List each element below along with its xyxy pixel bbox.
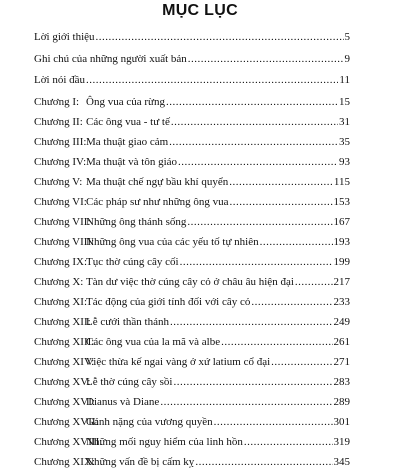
dot-leader xyxy=(295,272,333,292)
dot-leader xyxy=(86,70,338,92)
entry-page-number: 93 xyxy=(339,155,350,168)
entry-page-number: 249 xyxy=(333,315,350,328)
toc-entry-chapter[interactable] xyxy=(34,332,350,352)
dot-leader xyxy=(171,112,338,132)
entry-label: Gánh nặng của vương quyền xyxy=(86,415,213,428)
entry-page-number: 319 xyxy=(333,435,350,448)
chapter-number: Chương V: xyxy=(34,175,83,188)
entry-label: Các ông vua - tư tế xyxy=(86,115,170,128)
toc-entry-chapter[interactable] xyxy=(34,132,350,152)
dot-leader xyxy=(187,212,332,232)
chapter-number: Chương XIV: xyxy=(34,355,95,368)
entry-label: Tục thờ cúng cây cối xyxy=(86,255,179,268)
toc-entry-front[interactable] xyxy=(34,27,350,49)
entry-page-number: 115 xyxy=(333,175,350,188)
entry-page-number: 11 xyxy=(339,74,350,86)
entry-label: Lời giới thiệu xyxy=(34,31,95,43)
dot-leader xyxy=(244,432,333,452)
entry-page-number: 271 xyxy=(333,355,350,368)
chapter-number: Chương III: xyxy=(34,135,87,148)
entry-page-number: 289 xyxy=(333,395,350,408)
entry-label: Ma thuật và tôn giáo xyxy=(86,155,178,168)
entry-label: Tàn dư việc thờ cúng cây cỏ ở châu âu hiện đại xyxy=(86,275,294,288)
dot-leader xyxy=(166,92,338,112)
entry-label: Việc thừa kế ngai vàng ở xứ latium cổ đại xyxy=(86,355,271,368)
entry-page-number: 5 xyxy=(344,31,350,43)
chapter-number: Chương XII: xyxy=(34,315,91,328)
entry-label: Ma thuật giao cảm xyxy=(86,135,169,148)
entry-page-number: 15 xyxy=(339,95,350,108)
entry-page-number: 31 xyxy=(339,115,350,128)
toc-entry-front[interactable] xyxy=(34,49,350,71)
entry-label: Lời nói đầu xyxy=(34,74,86,86)
toc-entry-chapter[interactable] xyxy=(34,92,350,112)
dot-leader xyxy=(173,372,332,392)
chapter-number: Chương XVI: xyxy=(34,395,95,408)
entry-page-number: 199 xyxy=(333,255,350,268)
dot-leader xyxy=(214,412,333,432)
entry-label: Tác động của giới tính đối với cây cỏ xyxy=(86,295,251,308)
entry-label: Các pháp sư như những ông vua xyxy=(86,195,229,208)
dot-leader xyxy=(221,332,332,352)
entry-label: Lễ thờ cúng cây sồi xyxy=(86,375,173,388)
toc-entry-chapter[interactable] xyxy=(34,232,350,252)
toc-entry-chapter[interactable] xyxy=(34,292,350,312)
entry-label: Ma thuật chế ngự bầu khí quyển xyxy=(86,175,229,188)
chapter-number: Chương X: xyxy=(34,275,84,288)
entry-label: Những ông vua của các yếu tố tự nhiên xyxy=(86,235,259,248)
entry-page-number: 9 xyxy=(344,52,350,65)
dot-leader xyxy=(178,152,338,172)
chapter-number: Chương XIX: xyxy=(34,455,95,468)
toc-entry-chapter[interactable] xyxy=(34,252,350,272)
entry-page-number: 217 xyxy=(333,275,350,288)
entry-label: Ông vua của rừng xyxy=(86,95,165,108)
chapter-list xyxy=(34,92,350,472)
toc-entry-chapter[interactable] xyxy=(34,392,350,412)
dot-leader xyxy=(229,172,333,192)
toc-entry-chapter[interactable] xyxy=(34,272,350,292)
entry-label: Những ông thánh sống xyxy=(86,215,187,228)
entry-page-number: 153 xyxy=(333,195,350,208)
entry-label: Các ông vua của la mã và albe xyxy=(86,335,221,348)
dot-leader xyxy=(230,192,333,212)
toc-entry-chapter[interactable] xyxy=(34,212,350,232)
entry-page-number: 233 xyxy=(333,295,350,308)
toc-entry-chapter[interactable] xyxy=(34,452,350,472)
entry-page-number: 35 xyxy=(339,135,350,148)
chapter-number: Chương XVII: xyxy=(34,415,99,428)
toc-entry-chapter[interactable] xyxy=(34,152,350,172)
entry-page-number: 345 xyxy=(333,455,350,468)
table-of-contents xyxy=(34,27,350,472)
chapter-number: Chương VII: xyxy=(34,215,91,228)
chapter-number: Chương VIII: xyxy=(34,235,95,248)
dot-leader xyxy=(180,252,333,272)
dot-leader xyxy=(271,352,332,372)
page-title: MỤC LỤC xyxy=(162,2,238,19)
dot-leader xyxy=(251,292,332,312)
entry-page-number: 301 xyxy=(333,415,350,428)
entry-label: Lễ cưới thần thánh xyxy=(86,315,169,328)
dot-leader xyxy=(96,27,344,49)
entry-page-number: 167 xyxy=(333,215,350,228)
chapter-number: Chương XIII: xyxy=(34,335,95,348)
dot-leader xyxy=(188,49,344,71)
toc-entry-chapter[interactable] xyxy=(34,192,350,212)
chapter-number: Chương IV: xyxy=(34,155,87,168)
toc-entry-chapter[interactable] xyxy=(34,172,350,192)
chapter-number: Chương XVIII: xyxy=(34,435,103,448)
chapter-number: Chương XV: xyxy=(34,375,91,388)
entry-label: Những mối nguy hiểm của linh hồn xyxy=(86,435,243,448)
toc-entry-chapter[interactable] xyxy=(34,412,350,432)
entry-page-number: 261 xyxy=(333,335,350,348)
toc-entry-chapter[interactable] xyxy=(34,352,350,372)
dot-leader xyxy=(195,452,332,472)
toc-entry-chapter[interactable] xyxy=(34,372,350,392)
dot-leader xyxy=(160,392,332,412)
entry-page-number: 193 xyxy=(333,235,350,248)
dot-leader xyxy=(169,132,338,152)
chapter-number: Chương XI: xyxy=(34,295,88,308)
dot-leader xyxy=(170,312,333,332)
entry-label: Những vấn đề bị cấm kỵ xyxy=(86,455,195,468)
dot-leader xyxy=(260,232,333,252)
toc-entry-chapter[interactable] xyxy=(34,432,350,452)
toc-entry-chapter[interactable] xyxy=(34,112,350,132)
chapter-number: Chương VI: xyxy=(34,195,87,208)
chapter-number: Chương II: xyxy=(34,115,83,128)
entry-label: Ghi chú của những người xuất bản xyxy=(34,52,187,65)
toc-entry-front[interactable] xyxy=(34,70,350,92)
entry-label: Dianus và Diane xyxy=(86,395,160,408)
toc-entry-chapter[interactable] xyxy=(34,312,350,332)
chapter-number: Chương I: xyxy=(34,95,80,108)
entry-page-number: 283 xyxy=(333,375,350,388)
chapter-number: Chương IX: xyxy=(34,255,88,268)
